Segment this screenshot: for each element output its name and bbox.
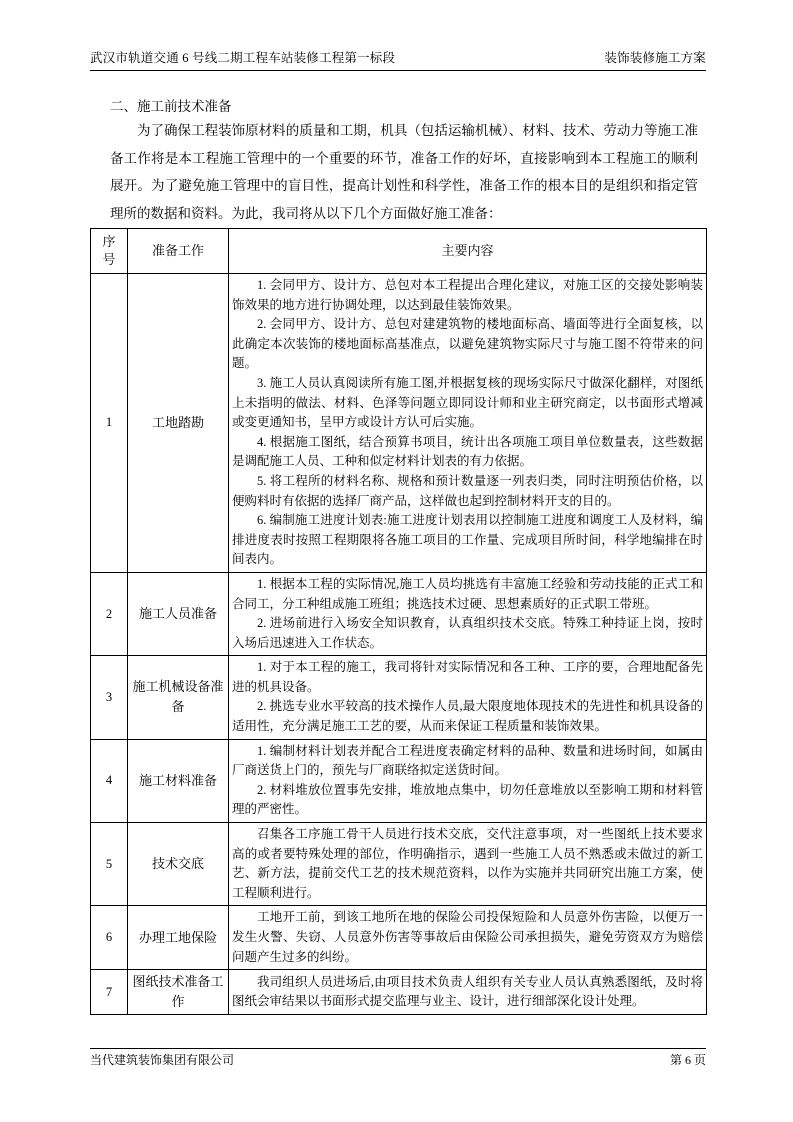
cell-main-content bbox=[229, 656, 707, 739]
cell-preparation-work: 工地踏勘 bbox=[128, 274, 229, 573]
content-paragraph: 2. 挑选专业水平较高的技术操作人员,最大限度地体现技术的先进性和机具设备的适用性，充分满足施工工艺的要，从而来保证工程质量和装饰效果。 bbox=[232, 699, 703, 734]
table-row bbox=[91, 656, 707, 739]
table-row bbox=[91, 739, 707, 822]
cell-sequence-number: 1 bbox=[91, 274, 128, 573]
preparation-table bbox=[90, 228, 707, 1015]
table-header-row bbox=[91, 229, 707, 274]
content-paragraph: 工地开工前，到该工地所在地的保险公司投保短险和人员意外伤害险，以便万一发生火警、失窃、人员意外伤害等事故后由保险公司承担损失，避免劳资双方为赔偿问题产生过多的纠纷。 bbox=[232, 910, 703, 964]
column-header-no-line1: 序 bbox=[102, 234, 116, 249]
cell-sequence-number: 6 bbox=[91, 906, 128, 970]
cell-main-content bbox=[229, 970, 707, 1015]
content-paragraph: 1. 编制材料计划表并配合工程进度表确定材料的品种、数量和进场时间，如属由厂商送货上门的，预先与厂商联络拟定送货时间。 bbox=[232, 743, 703, 778]
table-row bbox=[91, 572, 707, 655]
table-row bbox=[91, 970, 707, 1015]
content-paragraph: 5. 将工程所的材料名称、规格和预计数量逐一列表归类，同时注明预估价格，以便购料时有依据的选择厂商产品，这样做也起到控制材料开支的目的。 bbox=[232, 473, 703, 508]
cell-main-content bbox=[229, 572, 707, 655]
content-paragraph: 我司组织人员进场后,由项目技术负责人组织有关专业人员认真熟悉图纸，及时将图纸会审结果以书面形式提交监理与业主、设计，进行细部深化设计处理。 bbox=[232, 974, 703, 1009]
column-header-content: 主要内容 bbox=[229, 229, 707, 274]
footer-company-name: 当代建筑装饰集团有限公司 bbox=[90, 1053, 235, 1067]
content-paragraph: 6. 编制施工进度计划表:施工进度计划表用以控制施工进度和调度工人及材料，编排进度表时按照工程期限将各施工项目的工作量、完成项目所时间，科学地编排在时间表内。 bbox=[232, 513, 703, 567]
running-footer bbox=[90, 1048, 706, 1068]
cell-main-content bbox=[229, 823, 707, 906]
content-paragraph: 2. 进场前进行入场安全知识教育，认真组织技术交底。特殊工种持证上岗，按时入场后迅速进入工作状态。 bbox=[232, 616, 703, 650]
cell-preparation-work: 施工材料准备 bbox=[128, 739, 229, 822]
content-paragraph: 3. 施工人员认真阅读所有施工图,并根据复核的现场实际尺寸做深化翻样，对图纸上未指明的做法、材料、色泽等问题立即同设计师和业主研究商定，以书面形式增减或变更通知书，呈甲方或设计方认可后实施。 bbox=[232, 375, 703, 430]
content-paragraph: 1. 会同甲方、设计方、总包对本工程提出合理化建议，对施工区的交接处影响装饰效果的地方进行协调处理，以达到最佳装饰效果。 bbox=[232, 278, 703, 312]
table-row bbox=[91, 906, 707, 970]
cell-preparation-work: 施工机械设备准备 bbox=[128, 656, 229, 739]
column-header-work: 准备工作 bbox=[128, 229, 229, 274]
cell-sequence-number: 2 bbox=[91, 572, 128, 655]
table-body bbox=[91, 274, 707, 1015]
header-project-title: 武汉市轨道交通 6 号线二期工程车站装修工程第一标段 bbox=[90, 51, 396, 65]
cell-sequence-number: 7 bbox=[91, 970, 128, 1015]
cell-sequence-number: 5 bbox=[91, 823, 128, 906]
content-paragraph: 召集各工序施工骨干人员进行技术交底，交代注意事项，对一些图纸上技术要求高的或者要特殊处理的部位，作明确指示，遇到一些施工人员不熟悉或未做过的新工艺、新方法，提前交代工艺的技术规范资料，以作为实施并共同研究出施工方案，使工程顺利进行。 bbox=[232, 827, 703, 900]
table-row bbox=[91, 823, 707, 906]
content-paragraph: 4. 根据施工图纸，结合预算书项目，统计出各项施工项目单位数量表，这些数据是调配施工人员、工种和似定材料计划表的有力依据。 bbox=[232, 434, 703, 469]
content-paragraph: 1. 根据本工程的实际情况,施工人员均挑选有丰富施工经验和劳动技能的正式工和合同工，分工种组成施工班组；挑选技术过硬、思想素质好的正式职工带班。 bbox=[232, 576, 703, 611]
content-paragraph: 1. 对于本工程的施工，我司将针对实际情况和各工种、工序的要，合理地配备先进的机具设备。 bbox=[232, 660, 703, 694]
table-head bbox=[91, 229, 707, 274]
cell-preparation-work: 施工人员准备 bbox=[128, 572, 229, 655]
cell-preparation-work: 图纸技术准备工作 bbox=[128, 970, 229, 1015]
running-header bbox=[90, 50, 706, 71]
cell-preparation-work: 技术交底 bbox=[128, 823, 229, 906]
section-heading: 二、施工前技术准备 bbox=[110, 99, 232, 114]
cell-main-content bbox=[229, 739, 707, 822]
content-paragraph: 2. 会同甲方、设计方、总包对建建筑物的楼地面标高、墙面等进行全面复核，以此确定本次装饰的楼地面标高基准点，以避免建筑物实际尺寸与施工图不符带来的问题。 bbox=[232, 317, 703, 371]
footer-page-number: 第 6 页 bbox=[669, 1053, 706, 1067]
table-row bbox=[91, 274, 707, 573]
content-paragraph: 2. 材料堆放位置事先安排，堆放地点集中，切勿任意堆放以至影响工期和材料管理的严密性。 bbox=[232, 782, 703, 817]
column-header-no bbox=[91, 229, 128, 274]
cell-main-content bbox=[229, 274, 707, 573]
cell-main-content bbox=[229, 906, 707, 970]
column-header-no-line2: 号 bbox=[102, 252, 116, 267]
intro-paragraph: 为了确保工程装饰原材料的质量和工期，机具（包括运输机械）、材料、技术、劳动力等施工准备工作将是本工程施工管理中的一个重要的环节，准备工作的好坏，直接影响到本工程施工的顺利展开。为了避免施工管理中的盲目性，提高计划性和科学性，准备工作的根本目的是组织和指定管理所的数据和资料。为此，我司将从以下几个方面做好施工准备： bbox=[110, 123, 698, 221]
cell-sequence-number: 4 bbox=[91, 739, 128, 822]
cell-preparation-work: 办理工地保险 bbox=[128, 906, 229, 970]
header-document-title: 装饰装修施工方案 bbox=[604, 51, 706, 65]
cell-sequence-number: 3 bbox=[91, 656, 128, 739]
